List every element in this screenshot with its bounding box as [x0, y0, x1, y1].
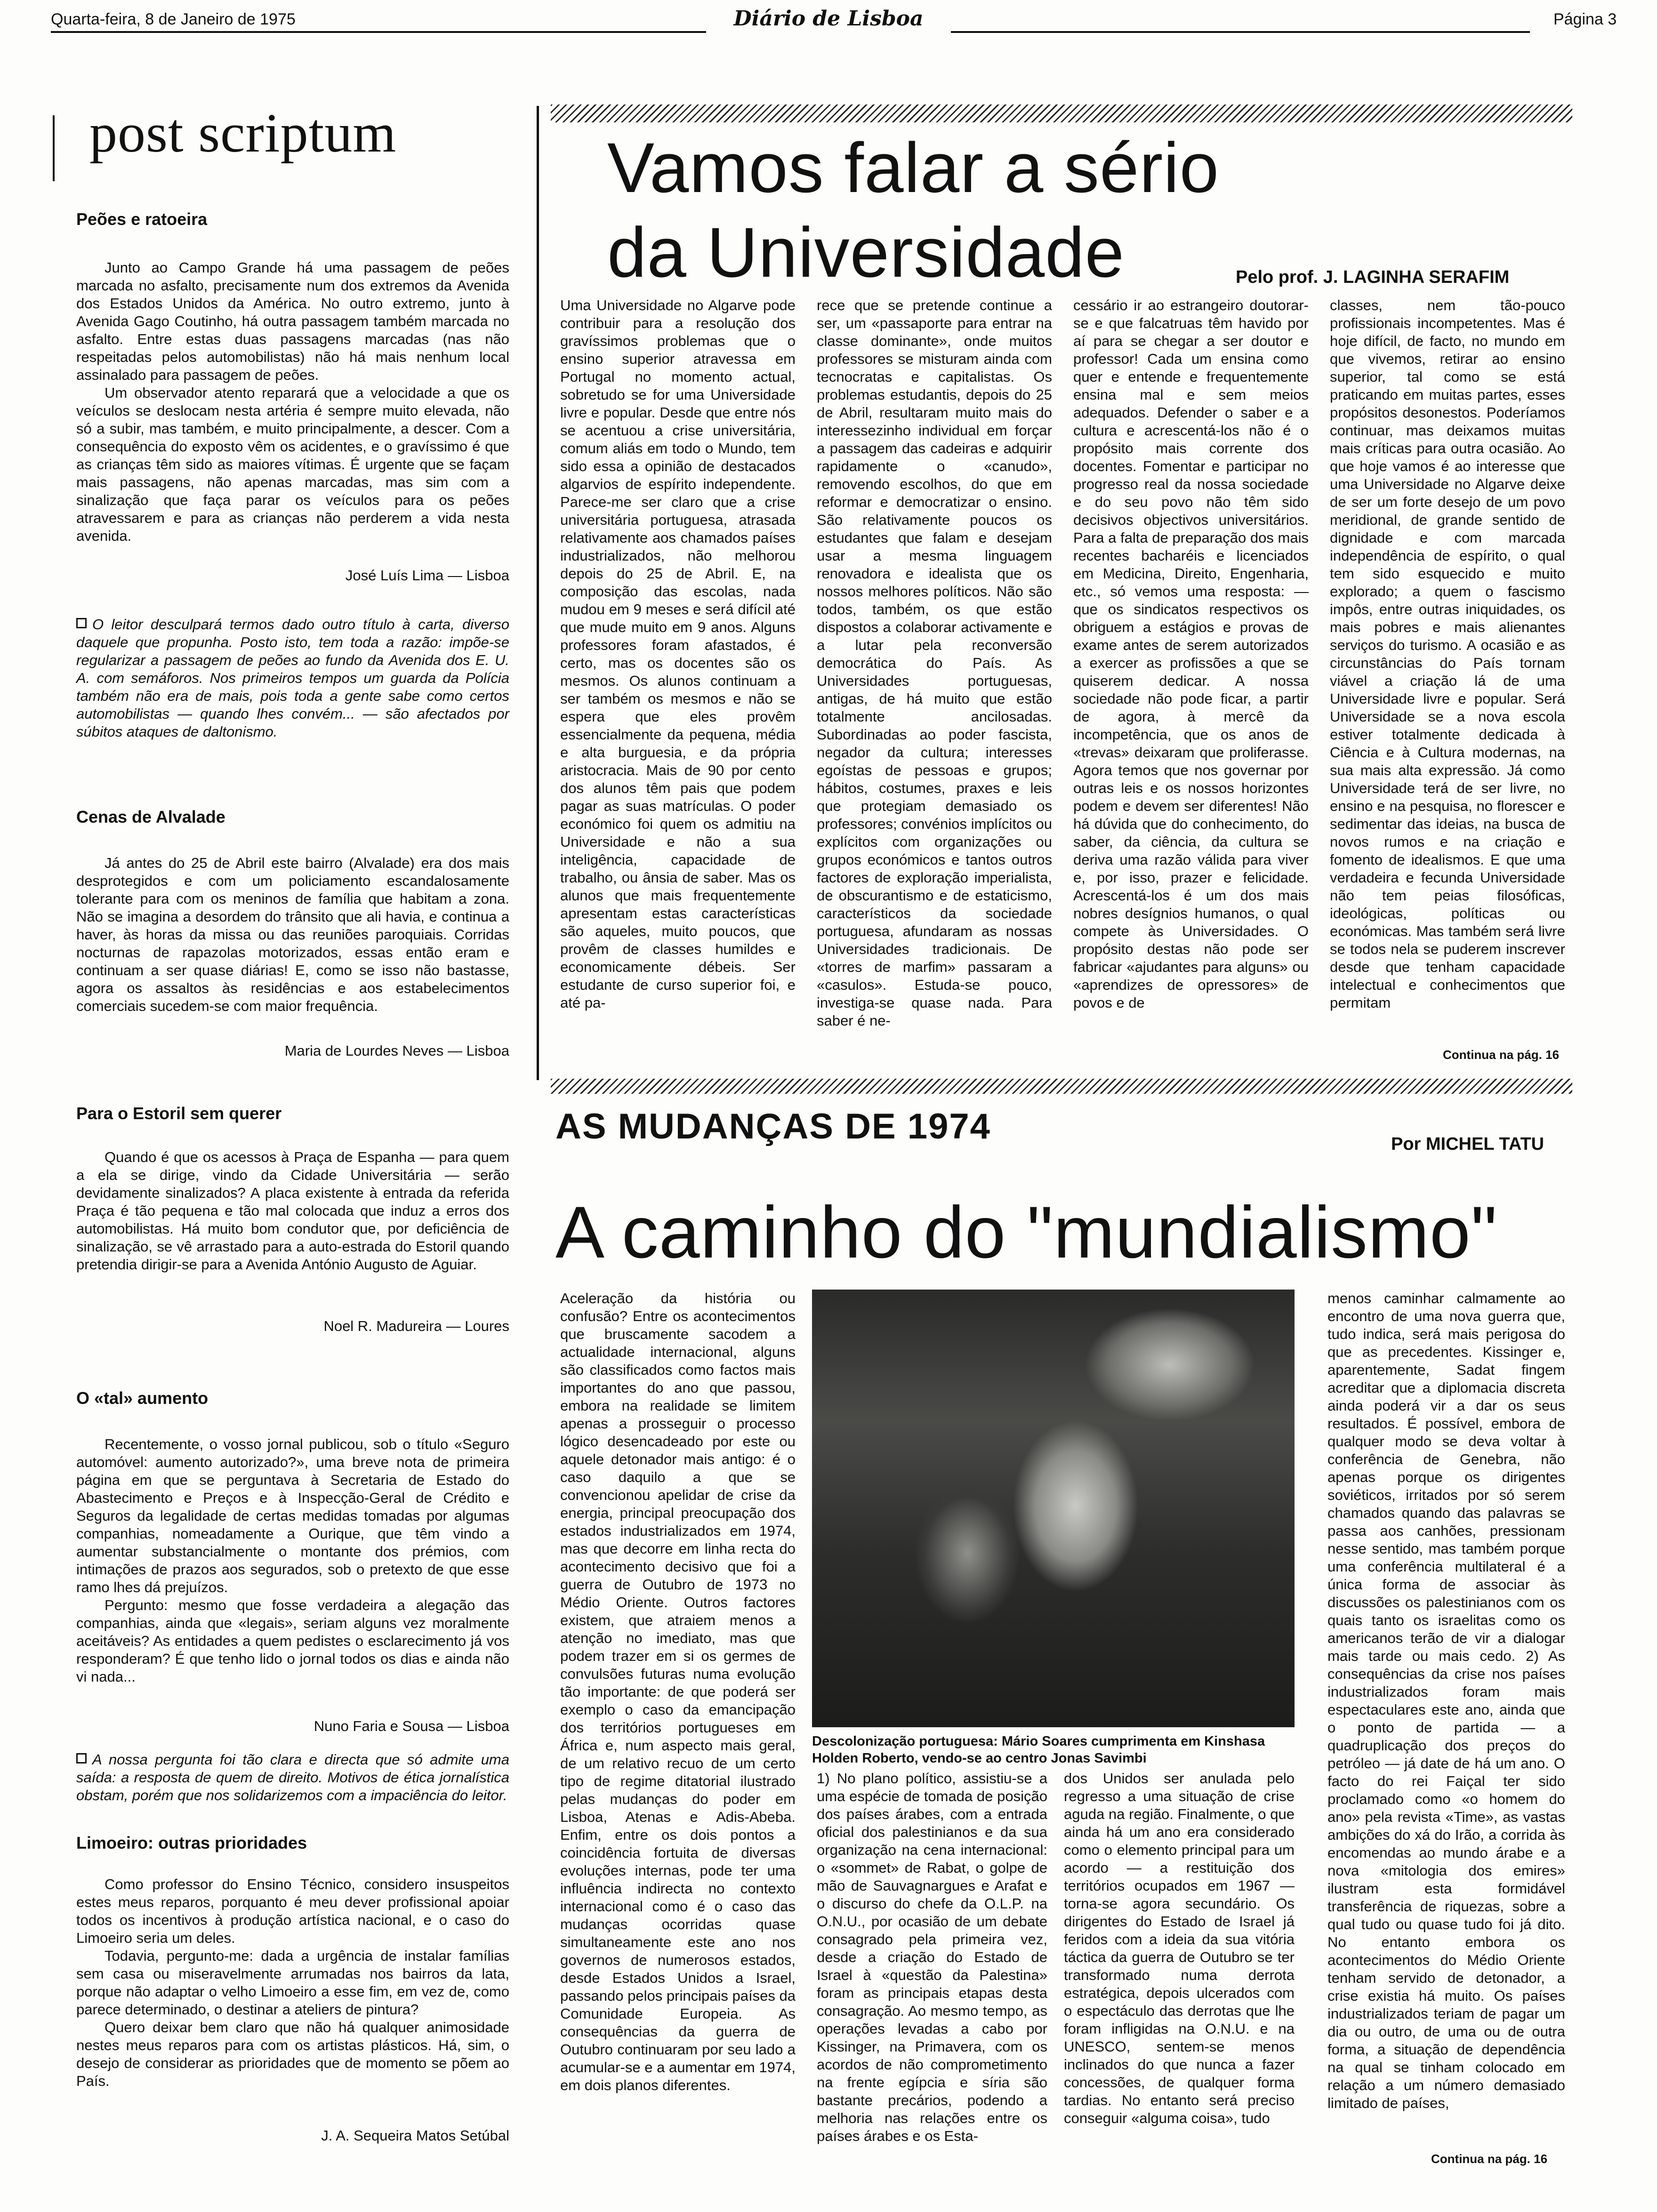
- article-column: classes, nem tão-pouco profissionais incompetentes. Mas é hoje difícil, de facto, no mundo em que vivemos, retirar ao ensino superior, tal como se está praticando em muitas partes, esses propósitos desonestos. Poderíamos continuar, mas deixamos muitas mais críticas para outra ocasião. Ao que hoje vamos é ao interesse que uma Universidade no Algarve deixe de ser um forte desejo de um povo meridional, de grande sentido de dignidade e com marcada independência de espírito, o qual tem sido esquecido e muito explorado; a quem o fascismo impôs, entre outras iniquidades, os mais pobres e mais alienantes serviços do turismo. A ocasião e as circunstâncias do País tornam viável a criação lá de uma Universidade livre e popular. Será Universidade se a nova escola estiver totalmente dedicada à Ciência e à Cultura modernas, na sua mais alta expressão. Já como Universidade terá de ser livre, no ensino e na pesquisa, no florescer e sedimentar das ideias, na busca de novos rumos e na criação e fomento de idealismos. E que uma verdadeira e fecunda Universidade não tem peias filosóficas, ideológicas, políticas ou económicas. Mas também será livre se todos nela se puderem inscrever desde que tenham capacidade intelectual e conhecimentos que permitam: [1330, 297, 1565, 1011]
- newspaper-name: Diário de Lisboa: [733, 7, 924, 31]
- article-column: cessário ir ao estrangeiro doutorar-se e que falcatruas têm havido por aí para se chegar a ser doutor e professor! Cada um ensina como quer e entende e frequentemente ensina mal e sem meios adequados. Defender o saber e a cultura e acrescentá-los não é o propósito mais corrente dos docentes. Fomentar e participar no progresso real da nossa sociedade e do seu povo não têm sido decisivos objectivos universitários. Para a falta de preparação dos mais recentes bacharéis e licenciados em Medicina, Direito, Engenharia, etc., só vemos uma resposta: — que os sindicatos respectivos os obriguem a estágios e provas de exame antes de serem autorizados a exercer as profissões a que se quiserem dedicar. A nossa sociedade não pode ficar, a partir de agora, à mercê da incompetência, que os anos de «trevas» deixaram que proliferasse. Agora temos que nos governar por outras leis e os nossos horizontes podem e devem ser diferentes! Não há dúvida que do conhecimento, do saber, da ciência, da cultura se deriva uma razão válida para viver e, por isso, prazer e felicidade. Acrescentá-los é um dos mais nobres desígnios humanos, o qual compete às Universidades. O propósito destas não pode ser fabricar «ajudantes para alguns» ou «aprendizes de opressores» de povos e de: [1073, 297, 1309, 1011]
- letter-heading: Cenas de Alvalade: [76, 807, 225, 826]
- article-byline: Pelo prof. J. LAGINHA SERAFIM: [1236, 267, 1510, 287]
- page-number: Página 3: [1553, 10, 1617, 28]
- hatched-rule: [551, 1079, 1572, 1094]
- letter-paragraph: Quando é que os acessos à Praça de Espanha — para quem a ela se dirige, vindo da Cidade Universitária — serão devidamente sinalizados? A placa existente à entrada da referida Praça é tão pequena e tão mal colocada que induz a erros dos automobilistas. Há muito bom condutor que, por deficiência de sinalização, se vê arrastado para a auto-estrada do Estoril quando pretendia dirigir-se para a Avenida António Augusto de Aguiar.: [76, 1149, 509, 1273]
- letter-heading: Para o Estoril sem querer: [76, 1104, 282, 1123]
- article-kicker: AS MUDANÇAS DE 1974: [555, 1106, 991, 1146]
- news-photo: [812, 1290, 1295, 1727]
- note-box-icon: [76, 1753, 87, 1763]
- letter-signature: Noel R. Madureira — Loures: [323, 1318, 509, 1334]
- article-column: menos caminhar calmamente ao encontro de uma nova guerra que, tudo indica, será mais perigosa do que as precedentes. Kissinger e, aparentemente, Sadat fingem acreditar que a diplomacia discreta ainda poderá vir a dar os seus resultados. É possível, embora de qualquer modo se deva voltar à conferência de Genebra, não apenas porque os dirigentes soviéticos, irritados por só serem chamados quando das palavras se passa aos canhões, pressionam nesse sentido, mas também porque uma conferência multilateral é a única forma de associar às discussões os palestinianos com os quais tanto os israelitas como os americanos terão de vir a dialogar mais tarde ou mais cedo. 2) As consequências da crise nos países industrializados foram mais espectaculares este ano, ainda que o ponto de partida — a quadruplicação dos preços do petróleo — já date de há um ano. O facto do rei Faiçal ter sido proclamado como «o homem do ano» pela revista «Time», as vastas ambições do xá do Irão, a corrida às encomendas ao mundo árabe e a nova «mitologia dos emires» ilustram esta formidável transferência de riquezas, sobre a qual tudo ou quase tudo foi já dito. No entanto embora os acontecimentos do Médio Oriente tenham servido de detonador, a crise existia há muito. Os países industrializados teriam de pagar um dia ou outro, de uma ou de outra forma, a situação de dependência na qual se tinham colocado em relação a um número demasiado limitado de países,: [1327, 1290, 1565, 2111]
- editor-note: [76, 616, 509, 741]
- editor-note: [76, 1751, 509, 1804]
- issue-date: Quarta-feira, 8 de Janeiro de 1975: [51, 10, 296, 28]
- article-column: rece que se pretende continue a ser, um «passaporte para entrar na classe dominante», onde muitos professores se misturam ainda com tecnocratas e capitalistas. Os problemas estudantis, depois do 25 de Abril, resultaram muito mais do interessezinho individual em forçar a passagem das cadeiras e adquirir rapidamente o «canudo», removendo escolhos, do que em reformar e democratizar o ensino. São relativamente poucos os estudantes que falam e desejam usar a mesma linguagem renovadora e idealista que os nossos melhores políticos. Não são todos, também, os que estão dispostos a colaborar activamente e a lutar pela reconversão democrática do País. As Universidades portuguesas, antigas, de há muito que estão totalmente ancilosadas. Subordinadas ao poder fascista, negador da cultura; interesses egoístas de pessoas e grupos; hábitos, costumes, praxes e leis que protegiam demasiado os professores; convénios implícitos ou explícitos com organizações ou grupos económicos e tantos outros factores de exploração imperialista, de obscurantismo e de estaticismo, característicos da sociedade portuguesa, afundaram as nossas Universidades tradicionais. De «torres de marfim» passaram a «casulos». Estuda-se pouco, investiga-se quase nada. Para saber é ne-: [817, 297, 1052, 1029]
- article-column: 1) No plano político, assistiu-se a uma espécie de tomada de posição dos países árabes, com a entrada oficial dos palestinianos e da sua organização na cena internacional: o «sommet» de Rabat, o golpe de mão de Sauvagnargues e Arafat e o discurso do chefe da O.L.P. na O.N.U., por ocasião de um debate consagrado pela primeira vez, desde a criação do Estado de Israel à «questão da Palestina» foram as principais etapas desta consagração. Ao mesmo tempo, as operações levadas a cabo por Kissinger, na Primavera, com os acordos de não comprometimento na frente egípcia e síria são bastante precários, podendo a melhoria nas relações entre os países árabes e os Esta-: [817, 1770, 1047, 2144]
- masthead-rule-right: [951, 31, 1530, 33]
- editor-note-text: A nossa pergunta foi tão clara e directa que só admite uma saída: a resposta de quem de direito. Motivos de ética jornalística obstam, porém que nos solidarizemos com a impaciência do leitor.: [76, 1751, 509, 1803]
- letter-paragraph: Como professor do Ensino Técnico, considero insuspeitos estes meus reparos, porquanto é meu dever profissional apoiar todos os incentivos à produção artística nacional, e o caso do Limoeiro seria um deles.: [76, 1876, 509, 1946]
- continued-note: Continua na pág. 16: [1431, 2152, 1548, 2166]
- section-marker-bar: [53, 115, 55, 181]
- column-divider: [537, 106, 539, 1080]
- editor-note-text: O leitor desculpará termos dado outro título à carta, diverso daquele que propunha. Posto isto, tem toda a razão: impõe-se regularizar a passagem de peões ao fundo da Avenida dos E. U. A. com semáforos. Nos primeiros tempos um guarda da Polícia também não era de mais, pois toda a gente sabe como certos automobilistas — quando lhes convém... — são afectados por súbitos ataques de daltonismo.: [76, 616, 509, 740]
- letter-paragraph: Pergunto: mesmo que fosse verdadeira a alegação das companhias, ainda que «legais», seriam alguns vez moralmente aceitáveis? As entidades a quem pedistes o esclarecimento já vos responderam? É que tenho lido o jornal todos os dias e ainda não vi nada...: [76, 1597, 509, 1685]
- photo-caption: Descolonização portuguesa: Mário Soares cumprimenta em Kinshasa Holden Roberto, vendo-se ao centro Jonas Savimbi: [812, 1734, 1265, 1766]
- article-title: A caminho do "mundialismo": [555, 1192, 1498, 1274]
- letter-signature: Maria de Lourdes Neves — Lisboa: [284, 1042, 509, 1059]
- letter-body: [76, 1148, 509, 1274]
- continued-note: Continua na pág. 16: [1443, 1048, 1560, 1062]
- masthead-rule-left: [51, 31, 706, 33]
- letter-paragraph: Junto ao Campo Grande há uma passagem de peões marcada no asfalto, precisamente num dos extremos da Avenida dos Estados Unidos da América. No outro extremo, junto à Avenida Gago Coutinho, há outra passagem também marcada no asfalto. Entre estas duas passagens marcadas (nas não respeitadas pelos automobilistas) não há mais nenhum local assinalado para passagem de peões.: [76, 259, 509, 383]
- letter-paragraph: Quero deixar bem claro que não há qualquer animosidade nestes meus reparos para com os artistas plásticos. Há, sim, o desejo de considerar as prioridades que de momento se põem ao País.: [76, 2019, 509, 2089]
- letter-paragraph: Já antes do 25 de Abril este bairro (Alvalade) era dos mais desprotegidos e com um policiamento escandalosamente tolerante para com os meninos de família que habitam a zona. Não se imagina a desordem do trânsito que ali havia, e continua a haver, às horas da missa ou das reuniões paroquiais. Corridas nocturnas de rapazolas motorizados, essas então eram e continuam a ser quase diárias! E, como se isso não bastasse, agora os assaltos às residências e aos estabelecimentos comerciais sucedem-se com maior frequência.: [76, 855, 509, 1014]
- article-column: Uma Universidade no Algarve pode contribuir para a resolução dos gravíssimos problemas que o ensino superior atravessa em Portugal no momento actual, sobretudo se for uma Universidade livre e popular. Desde que entre nós se acentuou a crise universitária, comum aliás em todo o Mundo, tem sido essa a opinião de destacados algarvios de espírito independente. Parece-me ser claro que a crise universitária portuguesa, atrasada relativamente aos chamados países industrializados, não melhorou depois do 25 de Abril. E, na composição das escolas, nada mudou em 9 meses e será difícil até que mude muito em 9 anos. Alguns professores foram afastados, é certo, mas os docentes são os mesmos. Os alunos continuam a ser também os mesmos e não se espera que eles provêm essencialmente da pequena, média e alta burguesia, e da própria aristocracia. Mais de 90 por cento dos alunos têm pais que podem pagar as suas matrículas. O poder económico foi quem os admitiu na Universidade e não a sua inteligência, capacidade de trabalho, ou ânsia de saber. Mas os alunos que mais frequentemente apresentam estas características são aqueles, muito poucos, que provêm de classes humildes e economicamente débeis. Ser estudante de curso superior foi, e até pa-: [560, 297, 796, 1011]
- hatched-rule: [551, 104, 1572, 122]
- letter-body: [76, 1875, 509, 2090]
- letter-body: [76, 854, 509, 1015]
- article-title-line2: da Universidade: [607, 213, 1125, 292]
- letter-heading: Limoeiro: outras prioridades: [76, 1833, 307, 1852]
- letter-paragraph: Recentemente, o vosso jornal publicou, sob o título «Seguro automóvel: aumento autorizado?», uma breve nota de primeira página em que se perguntava à Secretaria de Estado do Abastecimento e Preços e à Inspecção-Geral de Crédito e Seguros da legalidade de certas medidas tomadas por algumas companhias, nomeadamente a Ourique, que têm vindo a aumentar substancialmente o montante dos prémios, com intimações de prazos aos segurados, sob o pretexto de que esse ramo lhes dá prejuízos.: [76, 1436, 509, 1595]
- article-byline: Por MICHEL TATU: [1391, 1134, 1544, 1154]
- letter-signature: Nuno Faria e Sousa — Lisboa: [314, 1718, 509, 1734]
- letter-body: [76, 1435, 509, 1686]
- letter-paragraph: Todavia, pergunto-me: dada a urgência de instalar famílias sem casa ou miseravelmente arrumadas nos bairros da lata, porque não adaptar o velho Limoeiro a esse fim, em vez de, como parece determinado, o destinar a ateliers de pintura?: [76, 1948, 509, 2018]
- letter-signature: J. A. Sequeira Matos Setúbal: [321, 2127, 509, 2144]
- letter-heading: O «tal» aumento: [76, 1388, 209, 1408]
- letter-heading: Peões e ratoeira: [76, 209, 208, 229]
- section-title: post scriptum: [89, 102, 397, 164]
- article-column: dos Unidos ser anulada pelo regresso a uma situação de crise aguda na região. Finalmente, o que ainda há um ano era considerado como o elemento principal para um acordo — a restituição dos territórios ocupados em 1967 — torna-se agora secundário. Os dirigentes do Estado de Israel já feridos com a ideia da sua vitória táctica da guerra de Outubro se ter transformado numa derrota estratégica, depois ulcerados com o espectáculo das derrotas que lhe foram infligidas na O.N.U. e na UNESCO, sentem-se menos inclinados do que nunca a fazer concessões, de qualquer forma tardias. No entanto será preciso conseguir «alguma coisa», tudo: [1064, 1770, 1295, 2126]
- note-box-icon: [76, 618, 87, 628]
- letter-paragraph: Um observador atento reparará que a velocidade a que os veículos se deslocam nesta artéria é sempre muito elevada, não só a subir, mas também, e muito principalmente, a descer. Com a consequência do exposto vêm os acidentes, e o gravíssimo é que as crianças têm sido as maiores vítimas. É urgente que se façam mais passagens, não apenas marcadas, mas sim com a sinalização que faça parar os veículos para os peões atravessarem e para as crianças não perderem a vida nesta avenida.: [76, 385, 509, 544]
- letter-body: [76, 259, 509, 545]
- article-title-line1: Vamos falar a sério: [607, 128, 1220, 207]
- article-column: Aceleração da história ou confusão? Entre os acontecimentos que bruscamente sacodem a actualidade internacional, alguns são classificados como factos mais importantes do ano que passou, embora na realidade se limitem apenas a prosseguir o processo lógico desencadeado por este ou aquele detonador mais antigo: é o caso daquilo a que se convencionou apelidar de crise da energia, principal preocupação dos estados industrializados em 1974, mas que decorre em linha recta do acontecimento decisivo que foi a guerra de Outubro de 1973 no Médio Oriente. Outros factores existem, que atraiem menos a atenção no imediato, mas que podem trazer em si os germes de convulsões futuras numa evolução tão importante: de que poderá ser exemplo o caso da emancipação dos territórios portugueses em África e, num aspecto mais geral, de um relativo recuo de um certo tipo de regime ditatorial ilustrado pelas mudanças do poder em Lisboa, Atenas e Adis-Abeba. Enfim, entre os dois pontos a coincidência fortuita de diversas evoluções internas, pode ter uma influência indirecta no contexto internacional como é o caso das mudanças ocorridas quase simultaneamente este ano nos governos de numerosos estados, desde Estados Unidos a Israel, passando pelos principais países da Comunidade Europeia. As consequências da guerra de Outubro continuaram por seu lado a acumular-se e a aumentar em 1974, em dois planos diferentes.: [560, 1290, 796, 2093]
- letter-signature: José Luís Lima — Lisboa: [345, 567, 509, 584]
